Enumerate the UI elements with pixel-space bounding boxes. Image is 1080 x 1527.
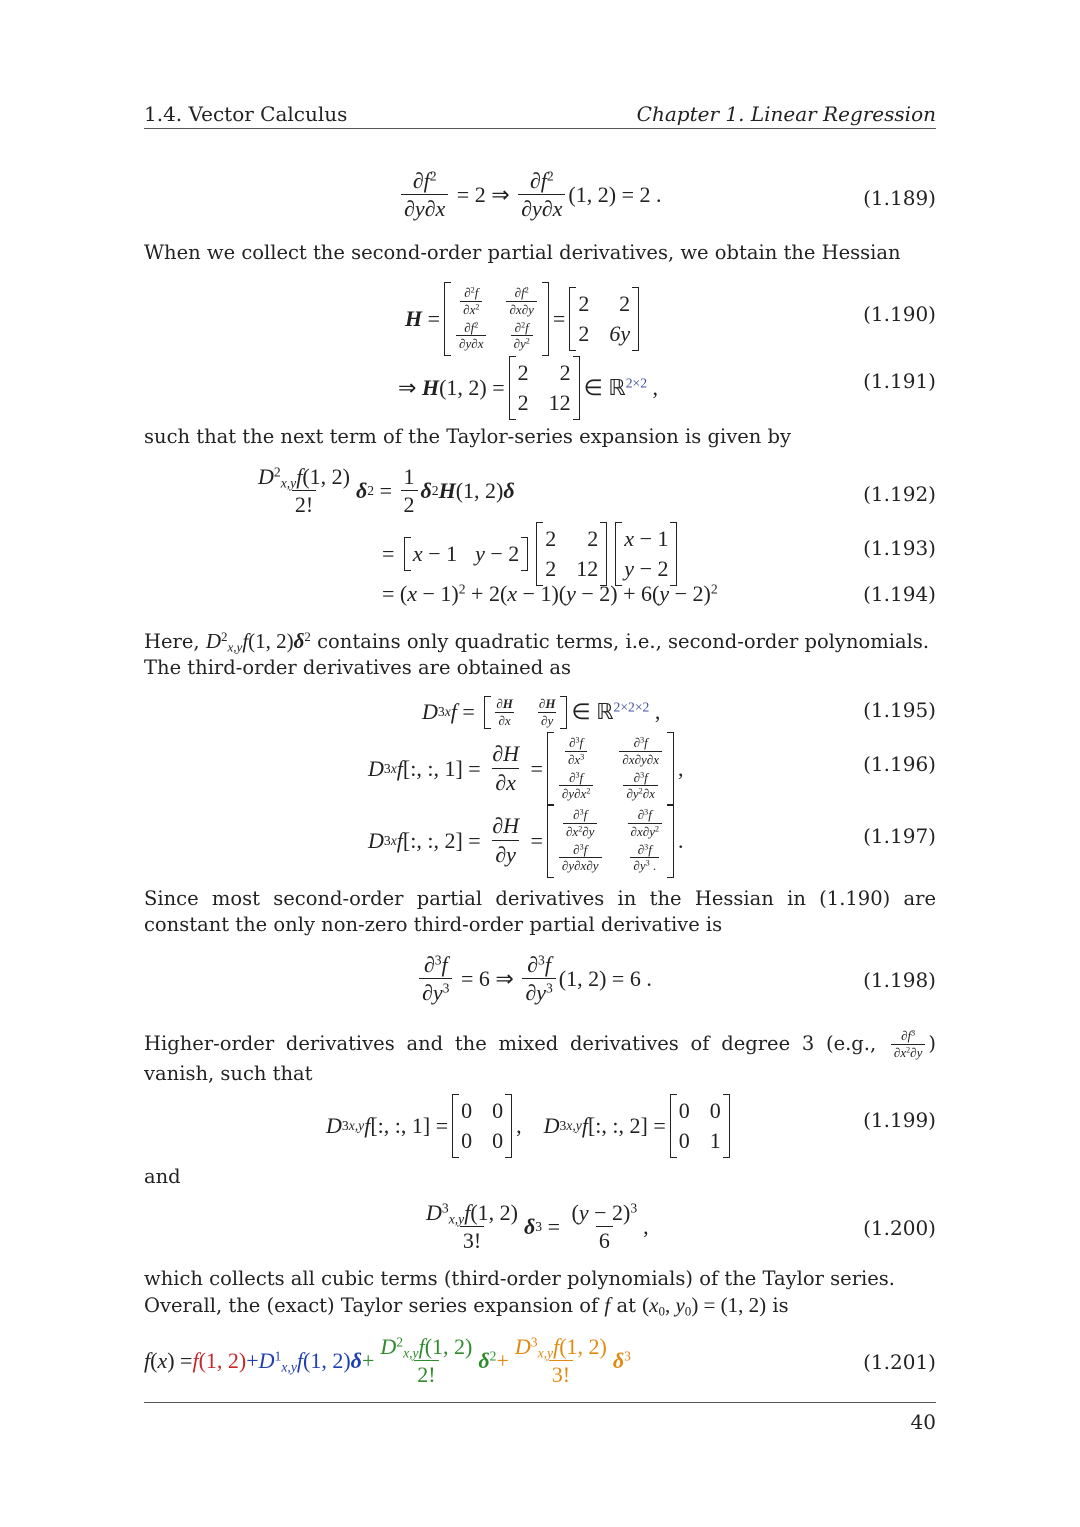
equation-number: (1.201)	[863, 1350, 936, 1374]
equation-number: (1.192)	[863, 482, 936, 506]
footer-rule	[144, 1402, 936, 1403]
equation-number: (1.199)	[863, 1108, 936, 1132]
equation-number: (1.194)	[863, 582, 936, 606]
equation-1-194: = $(x - 1)^2 + 2(x - 1)(y - 2) + 6(y - 2)^2$	[382, 581, 718, 606]
equation-1-197: D 3 x f [:, :, 2] = $\frac{\partial H}{\partial y}$ = $\frac{\partial^3f}{\partial x^2\partial y}$ $\frac{\partial^3f}{\partial x\partial y^2}$ $\frac{\partial^3f}{\partial y\partial x\partial y}$ $\frac{\partial^3f}{\partial y^3 .}$ .	[368, 804, 684, 878]
equation-1-201: f(x) = f(1, 2) $+D^1_{x,y}f(1$, 2)δ + $\frac{D^2_{x,y}f(1, 2)}{2!}$ $\delta^2$ + $\frac{D^3_{x,y}f(1, 2)}{3!}$ $\delta^3$	[144, 1334, 631, 1388]
value-2: 2	[474, 182, 486, 208]
equation-number: (1.193)	[863, 536, 936, 560]
equation-number: (1.197)	[863, 824, 936, 848]
paragraph: and	[144, 1165, 181, 1188]
equation-number: (1.200)	[863, 1216, 936, 1240]
equation-1-193: = x − 1 y − 2 2 2 2 12 x − 1 y − 2	[382, 522, 681, 586]
paragraph: Higher-order derivatives and the mixed derivatives of degree 3 (e.g., $\frac{\partial f^3}{\partial x^2\partial y}$ ) vanish, such that	[144, 1028, 936, 1085]
header-chapter-title: Chapter 1. Linear Regression	[636, 102, 936, 126]
equation-1-191: ⇒ H (1, 2) = 2 2 2 12 ∈ ℝ$^{2\times 2}$ ,	[398, 356, 658, 420]
equation-1-200: $\frac{D^3_{x,y}f(1, 2)}{3!}$ δ 3 = $\frac{(y - 2)^3}{6}$ ,	[426, 1200, 649, 1254]
slice-2-matrix: 0 0 0 1	[670, 1094, 730, 1158]
header-section-title: 1.4. Vector Calculus	[144, 102, 348, 126]
equation-1-192: $\frac{D^2_{x,y}f(1, 2)}{2!}$ δ 2 = $\frac{1}{2}$ δ 2 H (1, 2) δ	[258, 464, 515, 518]
paragraph: Here, $D^2_{x,y}f(1$, $2)\delta^2$ contains only quadratic terms, i.e., second-order polynomials. The third-order derivatives are obtained as	[144, 628, 930, 679]
paragraph: Since most second-order partial derivatives in the Hessian in (1.190) are constant the only non-zero third-order partial derivative is	[144, 887, 936, 936]
hessian-matrix: 2 2 2 6y	[569, 287, 639, 351]
hessian-at-point: 2 2 2 12	[509, 356, 580, 420]
equation-number: (1.195)	[863, 698, 936, 722]
paragraph: such that the next term of the Taylor-series expansion is given by	[144, 425, 792, 448]
running-header	[144, 100, 936, 129]
equation-1-198: $\frac{\partial^3f}{\partial y^3}$ = 6 ⇒ $\frac{\partial^3f}{\partial y^3}$ (1, 2) = 6 .	[416, 952, 652, 1007]
page-number: 40	[910, 1410, 936, 1434]
equation-1-189: $\frac{\partial f^2}{\partial y\partial x}$ = 2 ⇒ $\frac{\partial f^2}{\partial y\partial x}$ (1, 2) = 2 .	[398, 168, 661, 223]
equation-number: (1.190)	[863, 302, 936, 326]
equation-number: (1.198)	[863, 968, 936, 992]
equation-number: (1.191)	[863, 369, 936, 393]
paragraph: which collects all cubic terms (third-order polynomials) of the Taylor series. Overall, the (exact) Taylor series expansion of f at ($x_0$, $y_0) = (1$, 2) is	[144, 1267, 895, 1319]
paragraph: When we collect the second-order partial derivatives, we obtain the Hessian	[144, 241, 901, 264]
equation-1-195: D 3 x f = $\frac{\partial H}{\partial x}$ $\frac{\partial H}{\partial y}$ ∈ ℝ$^{2\times 2\times 2}$ ,	[422, 696, 661, 728]
slice-1-matrix: 0 0 0 0	[452, 1094, 512, 1158]
equation-1-190: H = $\frac{\partial^2f}{\partial x^2}$ $\frac{\partial f^2}{\partial x\partial y}$ $\frac{\partial f^2}{\partial y\partial x}$ $\frac{\partial^2f}{\partial y^2}$ = 2 2 2 6y	[405, 282, 643, 356]
equation-1-199: D 3 x,y f [:, :, 1] = 0 0 0 0 , D 3 x,y f [:, :, 2] = 0 0 0 1	[326, 1094, 734, 1158]
equation-1-196: D 3 x f [:, :, 1] = $\frac{\partial H}{\partial x}$ = $\frac{\partial^3f}{\partial x^3}$ $\frac{\partial^3f}{\partial x\partial y\partial x}$ $\frac{\partial^3f}{\partial y\partial x^2}$ $\frac{\partial^3f}{\partial y^2\partial x}$ ,	[368, 732, 684, 806]
equation-number: (1.196)	[863, 752, 936, 776]
equation-number: (1.189)	[863, 186, 936, 210]
